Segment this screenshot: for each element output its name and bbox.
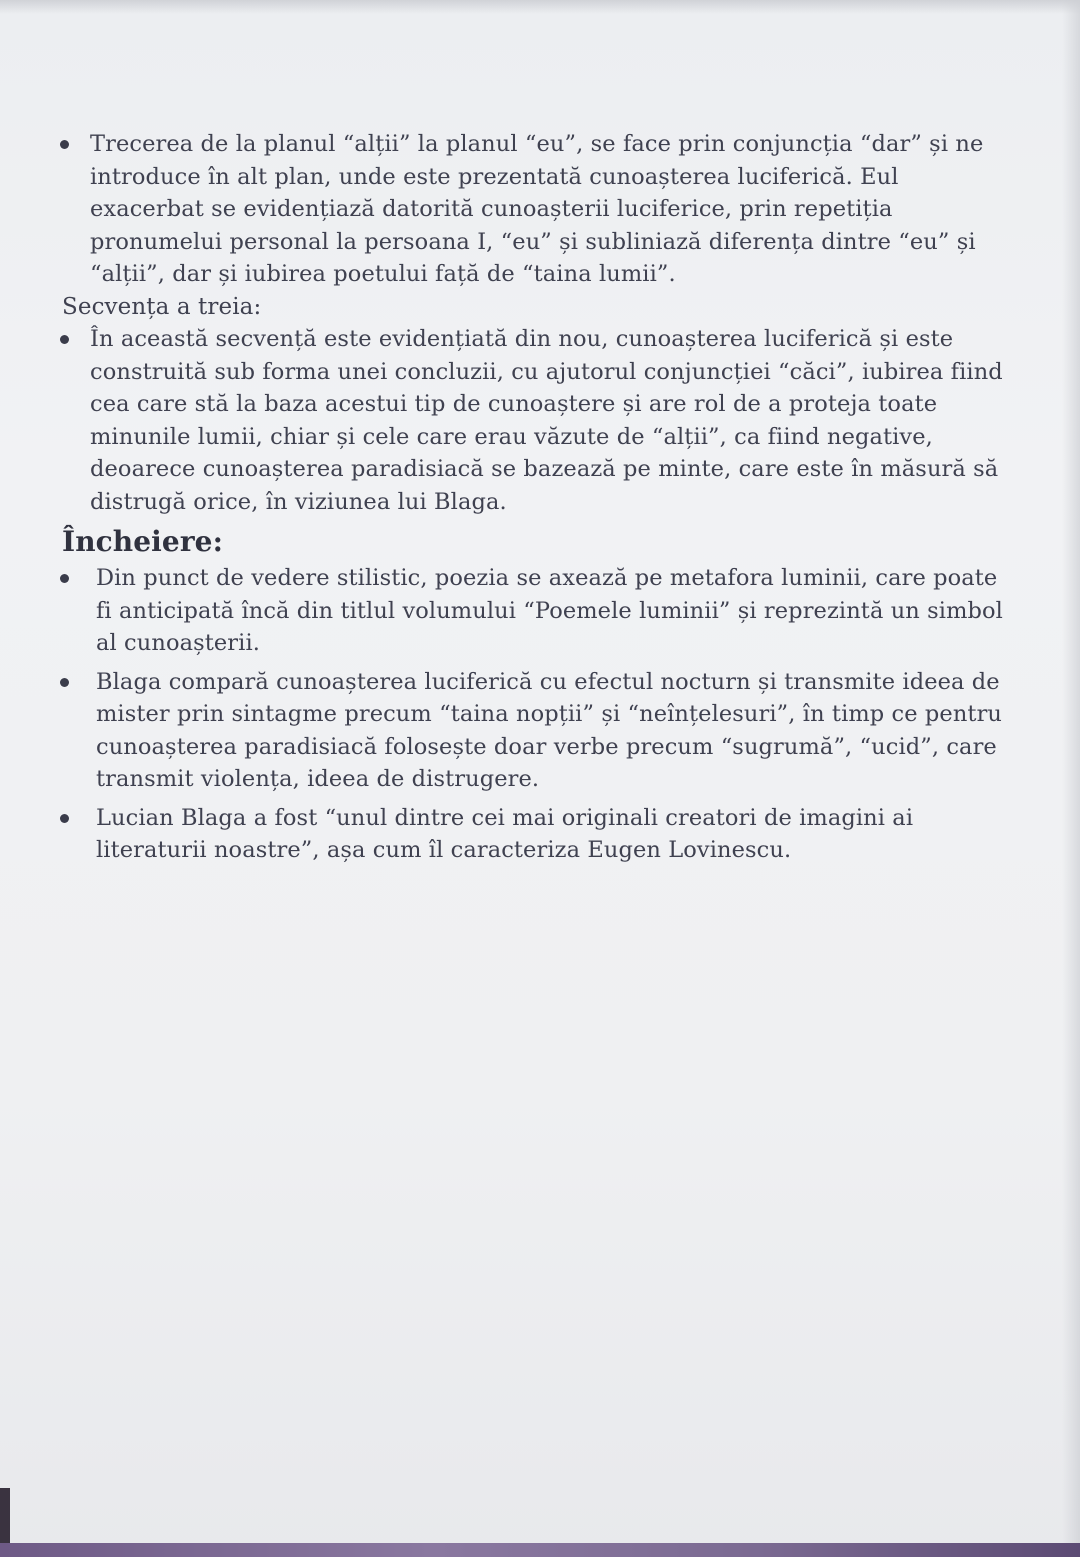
conclusion-bullet-list: [62, 562, 1012, 867]
page-right-edge: [1062, 0, 1080, 1557]
conclusion-paragraph: Lucian Blaga a fost “unul dintre cei mai originali creatori de imagini ai literaturii noastre”, așa cum îl caracteriza Eugen Lovinescu.: [96, 804, 914, 863]
section-title-incheiere: Încheiere:: [62, 525, 224, 558]
intro-bullet-item: [62, 128, 1012, 291]
page-top-shadow: [0, 0, 1080, 14]
list-item: [62, 562, 1012, 660]
intro-paragraph: Trecerea de la planul “alții” la planul “eu”, se face prin conjuncția “dar” și ne introduce în alt plan, unde este prezentată cunoașterea luciferică. Eul exacerbat se evidențiază datorită cunoașterii luciferice, prin repetiția pronumelui personal la persoana I, “eu” și subliniază diferența dintre “eu” și “alții”, dar și iubirea poetului față de “taina lumii”.: [90, 131, 984, 287]
list-item: [62, 802, 1012, 867]
list-item: [62, 323, 1012, 518]
bullet-dot-icon: [60, 814, 69, 823]
bullet-dot-icon: [60, 335, 69, 344]
list-item: [62, 666, 1012, 796]
bullet-dot-icon: [60, 140, 69, 149]
section-title-secventa-a-treia: Secvența a treia:: [62, 293, 262, 320]
desk-surface-bottom: [0, 1543, 1080, 1557]
document-body: [62, 128, 1012, 873]
section3-paragraph: În această secvență este evidențiată din nou, cunoașterea luciferică și este construită sub forma unei concluzii, cu ajutorul conjuncției “căci”, iubirea fiind cea care stă la baza acestui tip de cunoaștere și are rol de a proteja toate minunile lumii, chiar și cele care erau văzute de “alții”, ca fiind negative, deoarece cunoașterea paradisiacă se bazează pe minte, care este în măsură să distrugă orice, în viziunea lui Blaga.: [90, 326, 1003, 515]
conclusion-paragraph: Din punct de vedere stilistic, poezia se axează pe metafora luminii, care poate fi anticipată încă din titlul volumului “Poemele luminii” și reprezintă un simbol al cunoașterii.: [96, 565, 1003, 656]
bullet-dot-icon: [60, 574, 69, 583]
section3-bullet-list: [62, 323, 1012, 518]
bullet-dot-icon: [60, 678, 69, 687]
conclusion-paragraph: Blaga compară cunoașterea luciferică cu efectul nocturn și transmite ideea de mister prin sintagme precum “taina nopții” și “neînțelesuri”, în timp ce pentru cunoașterea paradisiacă folosește doar verbe precum “sugrumă”, “ucid”, care transmit violența, ideea de distrugere.: [96, 668, 1003, 792]
